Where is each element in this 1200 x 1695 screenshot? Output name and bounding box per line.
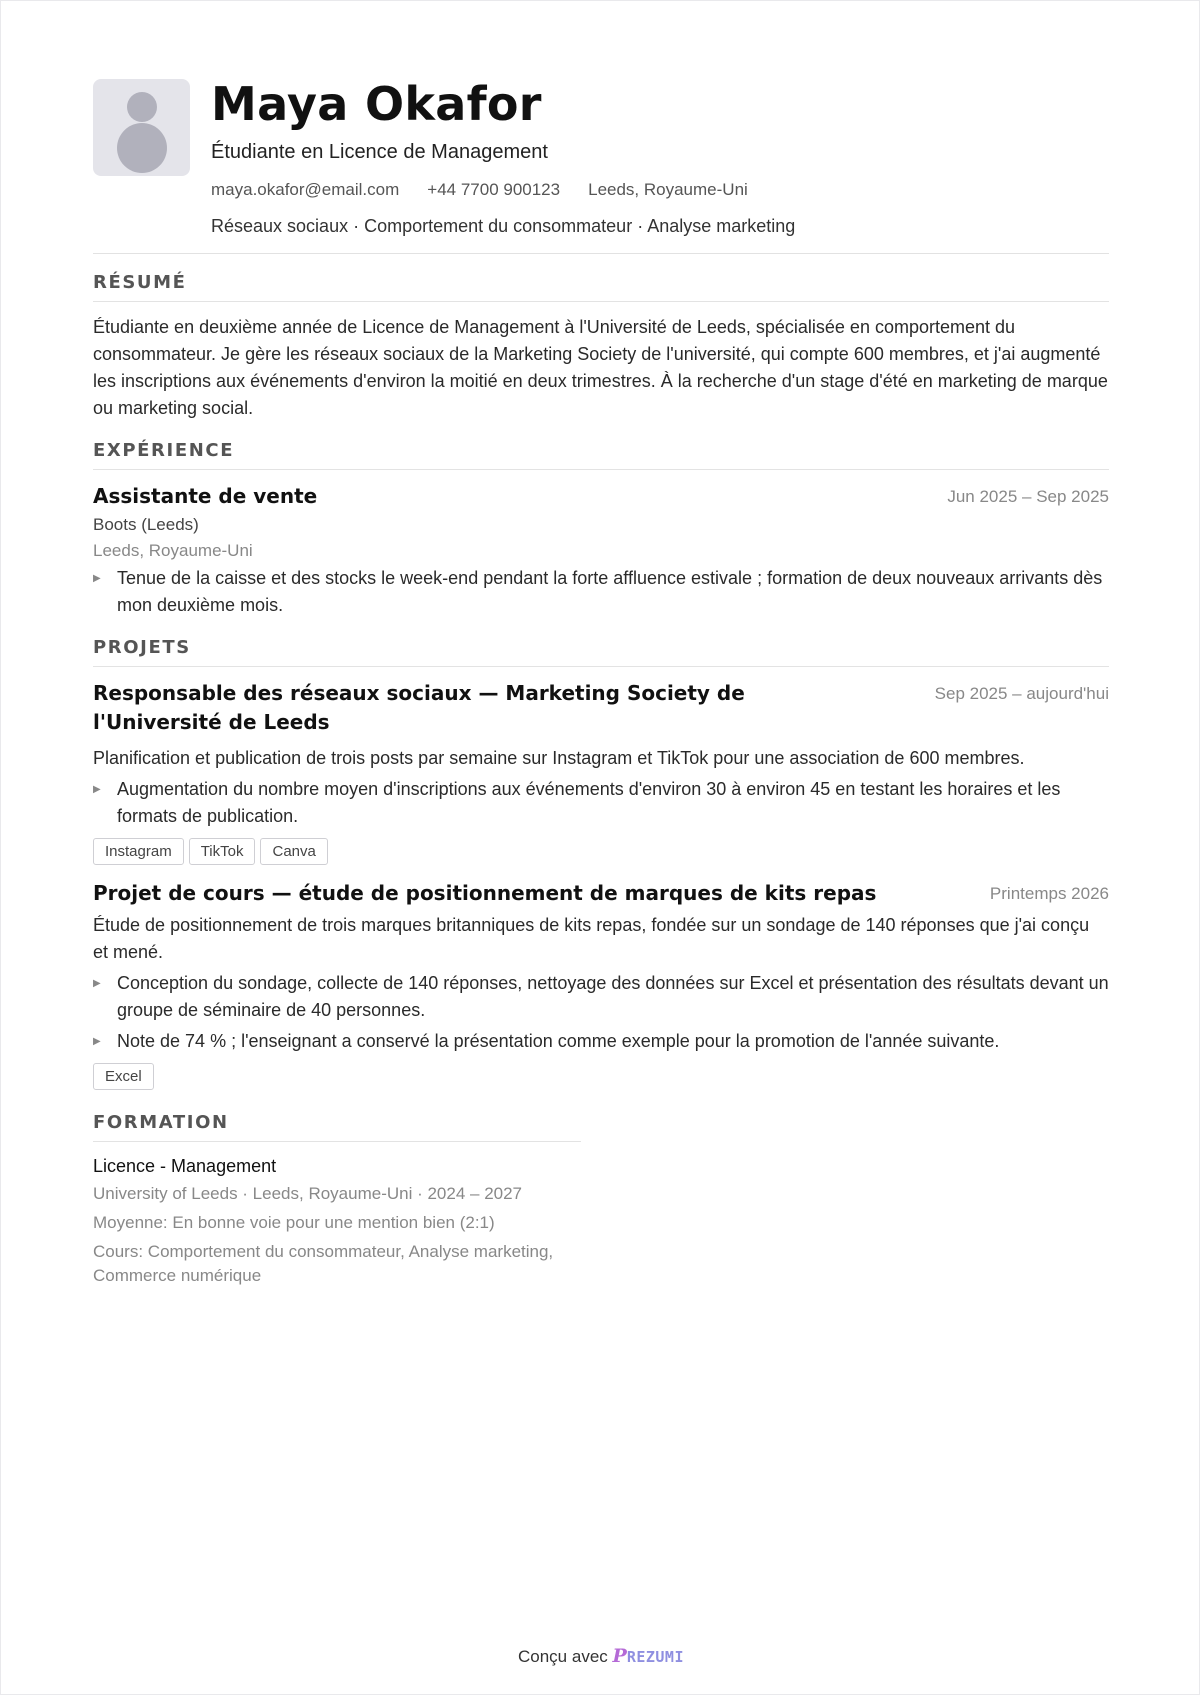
education-degree: Licence - Management: [93, 1156, 277, 1176]
project-entry-header: [93, 679, 1109, 737]
project-entry: [93, 879, 1109, 1090]
education-section: [93, 1112, 581, 1288]
skill-tag: Instagram: [93, 838, 184, 865]
experience-location: Leeds, Royaume-Uni: [93, 541, 253, 560]
section-title-projects: PROJETS: [93, 637, 1109, 667]
skill-tag: Excel: [93, 1063, 154, 1090]
project-tags: [93, 838, 1109, 865]
avatar-body: [117, 123, 167, 173]
project-title: Responsable des réseaux sociaux — Marketing Society de l'Université de Leeds: [93, 681, 745, 734]
project-dates: Sep 2025 – aujourd'hui: [934, 684, 1109, 703]
triangle-right-icon: ▶: [93, 1036, 101, 1047]
project-bullets: [93, 970, 1109, 1055]
project-bullets: [93, 776, 1109, 830]
experience-dates: Jun 2025 – Sep 2025: [947, 487, 1109, 506]
experience-company: Boots (Leeds): [93, 515, 199, 534]
bullet-text: Tenue de la caisse et des stocks le week-end pendant la forte affluence estivale ; formation de deux nouveaux arrivants dès mon deuxième mois.: [117, 568, 1103, 615]
candidate-name: Maya Okafor: [211, 77, 542, 131]
project-dates: Printemps 2026: [989, 884, 1109, 903]
education-gpa: Moyenne: En bonne voie pour une mention bien (2:1): [93, 1213, 495, 1232]
bullet-item: [93, 776, 1109, 830]
contact-line: [211, 180, 795, 200]
education-school: University of Leeds · Leeds, Royaume-Uni · 2024 – 2027: [93, 1184, 523, 1203]
candidate-tagline: Réseaux sociaux · Comportement du consommateur · Analyse marketing: [211, 216, 796, 236]
triangle-right-icon: ▶: [93, 784, 101, 795]
experience-entry-header: [93, 482, 1109, 511]
bullet-text: Conception du sondage, collecte de 140 réponses, nettoyage des données sur Excel et présentation des résultats devant un groupe de séminaire de 40 personnes.: [117, 973, 1109, 1020]
project-description: Planification et publication de trois posts par semaine sur Instagram et TikTok pour une association de 600 membres.: [93, 748, 1025, 768]
rezumi-logo-icon: P: [612, 1645, 627, 1667]
avatar: [93, 79, 190, 176]
header-divider: [93, 253, 1109, 254]
project-entry-header: [93, 879, 1109, 908]
experience-entry: [93, 482, 1109, 619]
contact-location: Leeds, Royaume-Uni: [588, 180, 748, 199]
experience-role: Assistante de vente: [93, 484, 318, 508]
brand-name[interactable]: REZUMI: [626, 1648, 684, 1666]
resume-header: [93, 79, 1109, 237]
skill-tag: Canva: [260, 838, 327, 865]
bullet-text: Note de 74 % ; l'enseignant a conservé la présentation comme exemple pour la promotion de l'année suivante.: [117, 1031, 1000, 1051]
bullet-text: Augmentation du nombre moyen d'inscriptions aux événements d'environ 30 à environ 45 en testant les horaires et les formats de publication.: [117, 779, 1061, 826]
resume-content: [93, 79, 1109, 1288]
project-title: Projet de cours — étude de positionnement de marques de kits repas: [93, 881, 877, 905]
education-courses: Cours: Comportement du consommateur, Analyse marketing, Commerce numérique: [93, 1242, 554, 1285]
footer: [1, 1645, 1200, 1667]
section-title-education: FORMATION: [93, 1112, 581, 1142]
experience-bullets: [93, 565, 1109, 619]
candidate-title: Étudiante en Licence de Management: [211, 141, 548, 163]
triangle-right-icon: ▶: [93, 573, 101, 584]
contact-email[interactable]: maya.okafor@email.com: [211, 180, 400, 199]
summary-text: Étudiante en deuxième année de Licence de Management à l'Université de Leeds, spécialisée en comportement du consommateur. Je gère les réseaux sociaux de la Marketing Society de l'université, qui compte 600 membres, et j'ai augmenté les inscriptions aux événements d'environ la moitié en deux trimestres. À la recherche d'un stage d'été en marketing de marque ou marketing social.: [93, 317, 1108, 418]
avatar-head: [127, 92, 157, 122]
section-title-summary: RÉSUMÉ: [93, 272, 1109, 302]
bullet-item: [93, 565, 1109, 619]
project-entry: [93, 679, 1109, 865]
section-title-experience: EXPÉRIENCE: [93, 440, 1109, 470]
project-description: Étude de positionnement de trois marques britanniques de kits repas, fondée sur un sondage de 140 réponses que j'ai conçu et mené.: [93, 915, 1090, 962]
bullet-item: [93, 970, 1109, 1024]
skill-tag: TikTok: [189, 838, 256, 865]
project-tags: [93, 1063, 1109, 1090]
contact-phone[interactable]: +44 7700 900123: [427, 180, 561, 199]
triangle-right-icon: ▶: [93, 978, 101, 989]
bullet-item: [93, 1028, 1109, 1055]
footer-made-with: Conçu avec: [518, 1647, 608, 1666]
header-info: [211, 79, 795, 237]
